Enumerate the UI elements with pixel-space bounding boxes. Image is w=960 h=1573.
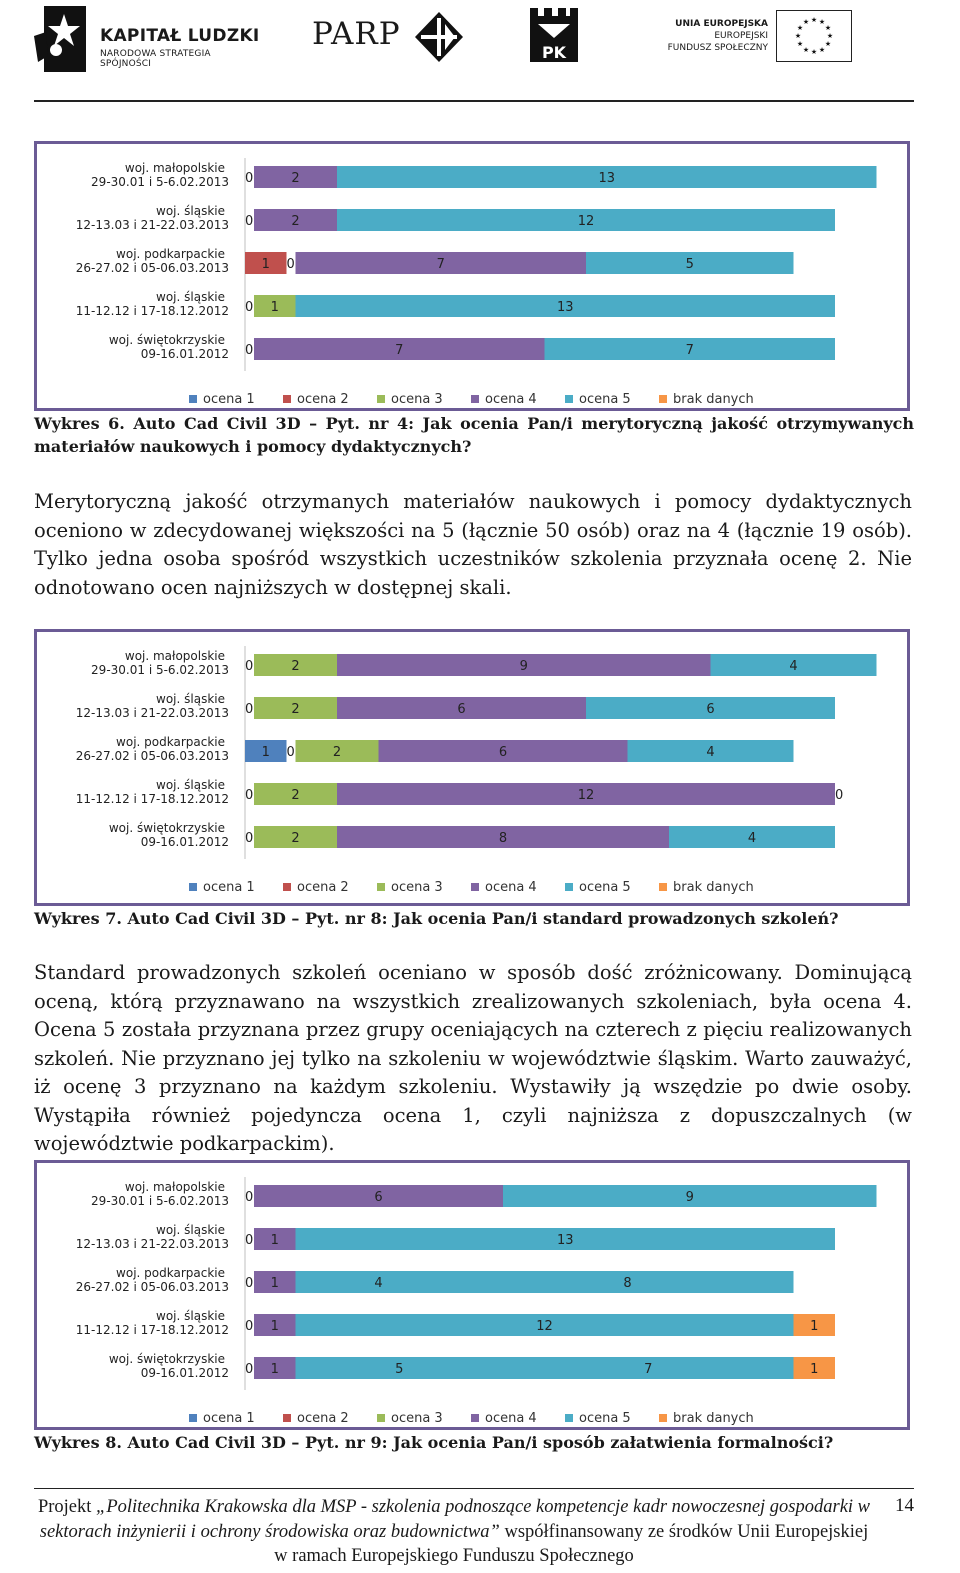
category-label-line-1: woj. śląskie <box>156 204 225 218</box>
chart-7-caption: Wykres 7. Auto Cad Civil 3D – Pyt. nr 8: Jak ocenia Pan/i standard prowadzonych szkoleń? <box>34 909 839 928</box>
category-label-line-2: 26-27.02 i 05-06.03.2013 <box>75 749 229 763</box>
chart-6-caption: Wykres 6. Auto Cad Civil 3D – Pyt. nr 4: Jak ocenia Pan/i merytoryczną jakość otrzymywanych materiałów naukowych i pomocy dydaktycznych? <box>34 414 914 456</box>
bar-value-label: 2 <box>291 171 300 186</box>
bar-value-label: 12 <box>577 788 595 803</box>
legend-label-ocena-5: ocena 5 <box>579 880 631 895</box>
bar-value-label: 12 <box>577 214 595 229</box>
legend-swatch-ocena-3 <box>377 883 385 891</box>
legend-label-ocena-3: ocena 3 <box>391 392 443 407</box>
legend-swatch-ocena-3 <box>377 1414 385 1422</box>
category-label-line-1: woj. małopolskie <box>124 1180 225 1194</box>
svg-text:★: ★ <box>826 32 834 40</box>
bar-value-label: 7 <box>395 343 404 358</box>
bar-value-label: 0 <box>245 343 254 358</box>
legend-swatch-ocena-4 <box>471 883 479 891</box>
bar-value-label: 1 <box>270 1319 279 1334</box>
legend-label-brak-danych: brak danych <box>673 880 754 895</box>
chart-7-frame <box>34 629 910 906</box>
legend-swatch-ocena-5 <box>565 883 573 891</box>
category-label-line-1: woj. śląskie <box>156 290 225 304</box>
legend-label-ocena-1: ocena 1 <box>203 1411 255 1426</box>
bar-value-label: 0 <box>245 788 254 803</box>
legend-label-ocena-3: ocena 3 <box>391 880 443 895</box>
legend-label-ocena-4: ocena 4 <box>485 392 537 407</box>
category-label-line-2: 26-27.02 i 05-06.03.2013 <box>75 261 229 275</box>
svg-text:★: ★ <box>824 24 832 32</box>
category-label-line-1: woj. śląskie <box>156 1223 225 1237</box>
bar-value-label: 4 <box>706 745 715 760</box>
legend-swatch-ocena-5 <box>565 1414 573 1422</box>
category-label-line-1: woj. podkarpackie <box>116 1266 225 1280</box>
legend-swatch-ocena-3 <box>377 395 385 403</box>
svg-text:★: ★ <box>810 16 818 24</box>
eu-logo <box>664 6 884 66</box>
svg-text:★: ★ <box>802 18 810 26</box>
kapital-ludzki-star-icon <box>34 6 86 72</box>
chart-8 <box>37 1163 907 1427</box>
bar-value-label: 0 <box>245 1319 254 1334</box>
bar-value-label: 0 <box>245 659 254 674</box>
eu-line-3: FUNDUSZ SPOŁECZNY <box>667 43 768 53</box>
bar-value-label: 6 <box>706 702 715 717</box>
footer-prefix: Projekt <box>37 1497 97 1517</box>
legend-label-brak-danych: brak danych <box>673 392 754 407</box>
svg-text:★: ★ <box>824 40 832 48</box>
category-label-line-2: 11-12.12 i 17-18.12.2012 <box>75 792 229 806</box>
legend-label-ocena-2: ocena 2 <box>297 880 349 895</box>
legend-swatch-ocena-1 <box>189 883 197 891</box>
page-number: 14 <box>895 1495 914 1516</box>
category-label-line-2: 09-16.01.2012 <box>140 347 229 361</box>
bar-value-label: 0 <box>245 300 254 315</box>
paragraph-1: Merytoryczną jakość otrzymanych materiałów naukowych i pomocy dydaktycznych oceniono w zdecydowanej większości na 5 (łącznie 50 osób) oraz na 4 (łącznie 19 osób). Tylko jedna osoba spośród wszystkich uczestników szkolenia przyznała ocenę 2. Nie odnotowano ocen najniższych w dostępnej skali. <box>34 490 912 599</box>
category-label-line-2: 09-16.01.2012 <box>140 1366 229 1380</box>
bar-value-label: 7 <box>685 343 694 358</box>
category-label-line-1: woj. świętokrzyskie <box>108 821 225 835</box>
bar-value-label: 0 <box>245 1362 254 1377</box>
legend-label-ocena-1: ocena 1 <box>203 880 255 895</box>
category-label-line-1: woj. małopolskie <box>124 649 225 663</box>
legend-label-ocena-5: ocena 5 <box>579 392 631 407</box>
chart-8-frame <box>34 1160 910 1430</box>
bar-value-label: 7 <box>436 257 445 272</box>
bar-value-label: 1 <box>261 257 270 272</box>
legend-label-brak-danych: brak danych <box>673 1411 754 1426</box>
bar-value-label: 1 <box>270 1362 279 1377</box>
bar-value-label: 9 <box>685 1190 694 1205</box>
bar-value-label: 2 <box>291 702 300 717</box>
bar-value-label: 4 <box>374 1276 383 1291</box>
bar-value-label: 5 <box>395 1362 404 1377</box>
bar-value-label: 1 <box>270 1276 279 1291</box>
svg-text:★: ★ <box>796 24 804 32</box>
legend-label-ocena-5: ocena 5 <box>579 1411 631 1426</box>
category-label-line-2: 29-30.01 i 5-6.02.2013 <box>91 1194 229 1208</box>
category-label-line-2: 09-16.01.2012 <box>140 835 229 849</box>
bar-value-label: 0 <box>286 745 295 760</box>
category-label-line-1: woj. śląskie <box>156 692 225 706</box>
svg-text:★: ★ <box>794 32 802 40</box>
legend-swatch-ocena-2 <box>283 395 291 403</box>
kapital-ludzki-subtitle: NARODOWA STRATEGIA SPÓJNOŚCI <box>100 49 211 69</box>
legend-swatch-ocena-2 <box>283 1414 291 1422</box>
bar-value-label: 2 <box>291 659 300 674</box>
legend-label-ocena-1: ocena 1 <box>203 392 255 407</box>
legend-swatch-ocena-2 <box>283 883 291 891</box>
category-label-line-2: 29-30.01 i 5-6.02.2013 <box>91 175 229 189</box>
svg-text:★: ★ <box>818 46 826 54</box>
bar-value-label: 8 <box>498 831 508 846</box>
bar-value-label: 0 <box>286 257 295 272</box>
parp-text: PARP <box>312 16 401 52</box>
svg-text:★: ★ <box>796 40 804 48</box>
bar-value-label: 0 <box>245 214 254 229</box>
legend-label-ocena-2: ocena 2 <box>297 392 349 407</box>
category-label-line-2: 29-30.01 i 5-6.02.2013 <box>91 663 229 677</box>
bar-value-label: 2 <box>291 788 300 803</box>
eu-line-2: EUROPEJSKI <box>714 31 768 41</box>
legend-swatch-ocena-4 <box>471 395 479 403</box>
bar-value-label: 8 <box>623 1276 632 1291</box>
legend-swatch-ocena-1 <box>189 1414 197 1422</box>
legend-swatch-ocena-4 <box>471 1414 479 1422</box>
eu-line-1: UNIA EUROPEJSKA <box>675 19 768 29</box>
kapital-ludzki-logo <box>34 6 264 76</box>
bar-value-label: 0 <box>245 1233 254 1248</box>
chart-8-caption: Wykres 8. Auto Cad Civil 3D – Pyt. nr 9: Jak ocenia Pan/i sposób załatwienia formalności? <box>34 1433 834 1452</box>
bar-value-label: 1 <box>810 1362 819 1377</box>
category-label-line-2: 11-12.12 i 17-18.12.2012 <box>75 1323 229 1337</box>
legend-swatch-ocena-5 <box>565 395 573 403</box>
bar-value-label: 0 <box>245 1190 254 1205</box>
category-label-line-1: woj. podkarpackie <box>116 247 225 261</box>
bar-value-label: 1 <box>270 300 279 315</box>
parp-diamond-icon <box>415 12 463 62</box>
bar-value-label: 1 <box>810 1319 819 1334</box>
chart-6 <box>37 144 907 408</box>
category-label-line-1: woj. małopolskie <box>124 161 225 175</box>
legend-swatch-brak-danych <box>659 883 667 891</box>
chart-7 <box>37 632 907 903</box>
pk-logo <box>528 6 588 66</box>
bar-value-label: 6 <box>374 1190 383 1205</box>
legend-label-ocena-3: ocena 3 <box>391 1411 443 1426</box>
bar-value-label: 7 <box>644 1362 653 1377</box>
legend-label-ocena-4: ocena 4 <box>485 880 537 895</box>
bar-value-label: 6 <box>457 702 466 717</box>
bar-value-label: 4 <box>789 659 798 674</box>
eu-flag-icon <box>776 10 852 62</box>
bar-value-label: 0 <box>245 1276 254 1291</box>
parp-logo <box>312 6 462 66</box>
category-label-line-1: woj. świętokrzyskie <box>108 333 225 347</box>
bar-value-label: 13 <box>556 300 574 315</box>
bar-value-label: 0 <box>835 788 844 803</box>
kapital-ludzki-title: KAPITAŁ LUDZKI <box>100 26 260 46</box>
category-label-line-2: 26-27.02 i 05-06.03.2013 <box>75 1280 229 1294</box>
legend-label-ocena-4: ocena 4 <box>485 1411 537 1426</box>
svg-text:★: ★ <box>810 48 818 56</box>
paragraph-2: Standard prowadzonych szkoleń oceniano w sposób dość zróżnicowany. Dominującą oceną, którą przyznawano na wszystkich zrealizowanych szkoleniach, była ocena 4. Ocena 5 została przyznana przez grupy oceniających na czterech z pięciu realizowanych szkoleń. Nie przyznano jej tylko na szkoleniu w województwie śląskim. Warto zauważyć, iż ocenę 3 przyznano na każdym szkoleniu. Wystawiły ją wszędzie po dwie osoby. Wystąpiła również pojedyncza ocena 1, czyli najniższa z dopuszczalnych (w województwie podkarpackim). <box>34 961 912 1155</box>
legend-swatch-brak-danych <box>659 1414 667 1422</box>
chart-6-frame <box>34 141 910 411</box>
bar-value-label: 9 <box>519 659 528 674</box>
legend-label-ocena-2: ocena 2 <box>297 1411 349 1426</box>
page-footer <box>34 1488 914 1566</box>
category-label-line-1: woj. śląskie <box>156 778 225 792</box>
category-label-line-2: 11-12.12 i 17-18.12.2012 <box>75 304 229 318</box>
category-label-line-1: woj. śląskie <box>156 1309 225 1323</box>
bar-value-label: 6 <box>498 745 508 760</box>
svg-text:★: ★ <box>818 18 826 26</box>
bar-value-label: 0 <box>245 831 254 846</box>
eu-text <box>664 18 768 54</box>
footer-suffix: współfinansowany ze środków Unii Europejskiej w ramach Europejskiego Funduszu Społecznego <box>274 1521 869 1566</box>
footer-text <box>34 1495 874 1569</box>
footer-project-title: „Politechnika Krakowska dla MSP - szkolenia podnoszące kompetencje kadr nowoczesnej gospodarki w sektorach inżynierii i ochrony środowiska oraz budownictwa” <box>39 1497 871 1542</box>
category-label-line-2: 12-13.03 i 21-22.03.2013 <box>75 706 229 720</box>
bar-value-label: 2 <box>332 745 342 760</box>
legend-swatch-brak-danych <box>659 395 667 403</box>
bar-value-label: 1 <box>261 745 270 760</box>
pk-castle-icon <box>528 6 580 62</box>
category-label-line-2: 12-13.03 i 21-22.03.2013 <box>75 1237 229 1251</box>
legend-swatch-ocena-1 <box>189 395 197 403</box>
bar-value-label: 0 <box>245 702 254 717</box>
svg-text:★: ★ <box>802 46 810 54</box>
category-label-line-1: woj. świętokrzyskie <box>108 1352 225 1366</box>
bar-value-label: 4 <box>747 831 757 846</box>
bar-value-label: 13 <box>598 171 616 186</box>
category-label-line-1: woj. podkarpackie <box>116 735 225 749</box>
category-label-line-2: 12-13.03 i 21-22.03.2013 <box>75 218 229 232</box>
bar-value-label: 2 <box>291 831 300 846</box>
bar-value-label: 2 <box>291 214 300 229</box>
bar-value-label: 12 <box>536 1319 553 1334</box>
bar-value-label: 0 <box>245 171 254 186</box>
bar-value-label: 5 <box>685 257 694 272</box>
bar-value-label: 1 <box>270 1233 279 1248</box>
bar-value-label: 13 <box>556 1233 574 1248</box>
pk-text: PK <box>541 43 567 62</box>
